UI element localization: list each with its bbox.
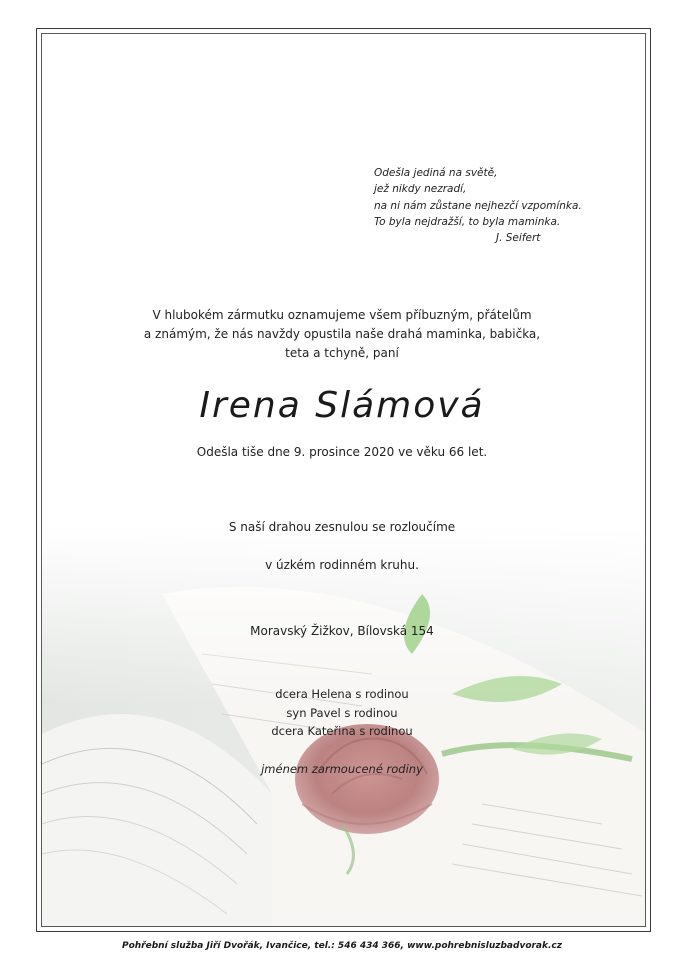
mourner: syn Pavel s rodinou: [286, 705, 398, 720]
death-date-text: Odešla tiše dne 9. prosince 2020 ve věku 66 let.: [196, 445, 488, 459]
mourners-list: [0, 685, 684, 741]
family-signature: jménem zarmoucené rodiny: [261, 762, 423, 776]
poem-line: To byla nejdražší, to byla maminka.: [374, 215, 561, 228]
deceased-name: Irena Slámová: [199, 385, 485, 426]
farewell-line-2: v úzkém rodinném kruhu.: [265, 558, 419, 572]
poem-line: na ni nám zůstane nejhezčí vzpomínka.: [374, 199, 582, 212]
poem-author: J. Seifert: [496, 232, 541, 245]
mourner: dcera Helena s rodinou: [275, 687, 409, 701]
farewell-line-1: S naší drahou zesnulou se rozloučíme: [228, 520, 456, 534]
poem-line: jež nikdy nezradí,: [374, 183, 467, 196]
announcement-line: teta a tchyně, paní: [285, 346, 399, 360]
mourner: dcera Kateřina s rodinou: [271, 724, 413, 738]
memorial-poem: [374, 165, 604, 246]
announcement-text: [0, 306, 684, 363]
poem-line: Odešla jediná na světě,: [374, 167, 498, 179]
announcement-line: a známým, že nás navždy opustila naše drahá maminka, babička,: [143, 327, 541, 341]
announcement-line: V hlubokém zármutku oznamujeme všem příbuzným, přátelům: [152, 308, 532, 322]
address: Moravský Žižkov, Bílovská 154: [250, 624, 434, 638]
funeral-service-footer: Pohřební služba Jiří Dvořák, Ivančice, tel.: 546 434 366, www.pohrebnisluzbadvorak.cz: [121, 941, 562, 951]
